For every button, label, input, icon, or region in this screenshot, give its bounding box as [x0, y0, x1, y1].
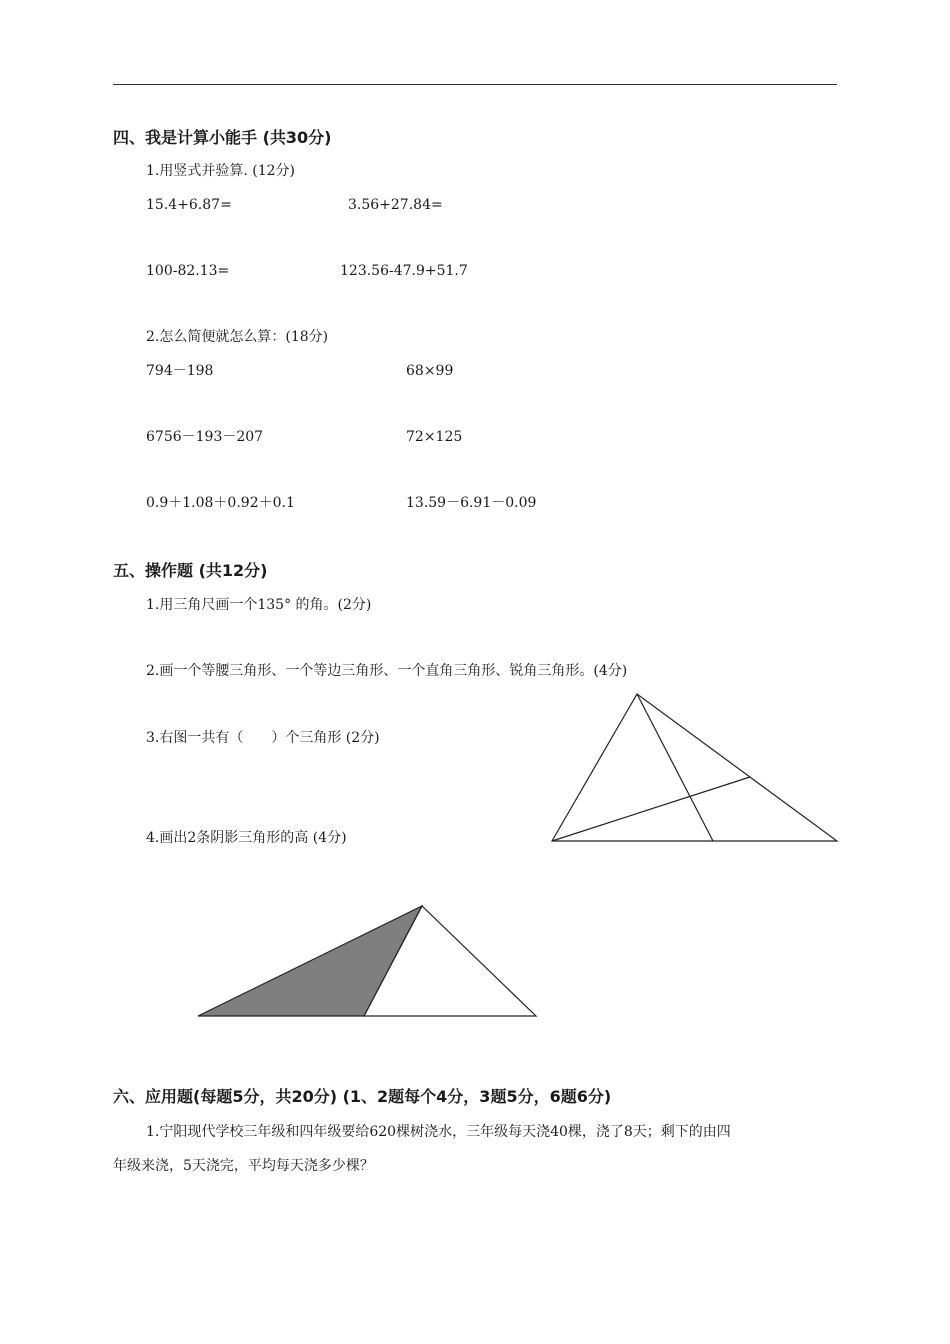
cevian-line [552, 777, 750, 841]
calc-item: 123.56-47.9+51.7 [340, 263, 468, 279]
section-5-q3: 3.右图一共有（ ）个三角形 (2分) [146, 730, 380, 746]
triangle-count-figure [540, 685, 850, 850]
calc-item: 3.56+27.84= [348, 197, 443, 213]
section-4-q2-title: 2.怎么简便就怎么算：(18分) [146, 329, 329, 345]
simplify-item: 794－198 [146, 363, 214, 379]
section-6-q1-line1: 1.宁阳现代学校三年级和四年级要给620棵树浇水，三年级每天浇40棵，浇了8天；剩下的由四 [146, 1124, 731, 1140]
section-5-q2: 2.画一个等腰三角形、一个等边三角形、一个直角三角形、锐角三角形。(4分) [146, 663, 628, 679]
calc-item: 15.4+6.87= [146, 197, 232, 213]
section-4-q1-title: 1.用竖式并验算. (12分) [146, 163, 295, 179]
section-6-heading: 六、应用题(每题5分，共20分) (1、2题每个4分，3题5分，6题6分) [113, 1087, 612, 1106]
simplify-item: 13.59－6.91－0.09 [406, 495, 537, 511]
outer-triangle [552, 694, 837, 841]
simplify-item: 68×99 [406, 363, 454, 379]
section-5-q4: 4.画出2条阴影三角形的高 (4分) [146, 830, 347, 846]
top-divider [113, 84, 837, 85]
simplify-item: 6756－193－207 [146, 429, 264, 445]
section-4-heading: 四、我是计算小能手 (共30分) [113, 128, 332, 147]
shaded-triangle-figure [190, 898, 550, 1028]
section-5-q1: 1.用三角尺画一个135° 的角。(2分) [146, 597, 372, 613]
shaded-triangle [198, 906, 422, 1016]
section-6-q1-line2: 年级来浇，5天浇完，平均每天浇多少棵？ [113, 1158, 374, 1174]
section-5-heading: 五、操作题 (共12分) [113, 561, 268, 580]
cevian-line [637, 694, 713, 841]
calc-item: 100-82.13= [146, 263, 230, 279]
simplify-item: 0.9＋1.08＋0.92＋0.1 [146, 495, 295, 511]
simplify-item: 72×125 [406, 429, 463, 445]
